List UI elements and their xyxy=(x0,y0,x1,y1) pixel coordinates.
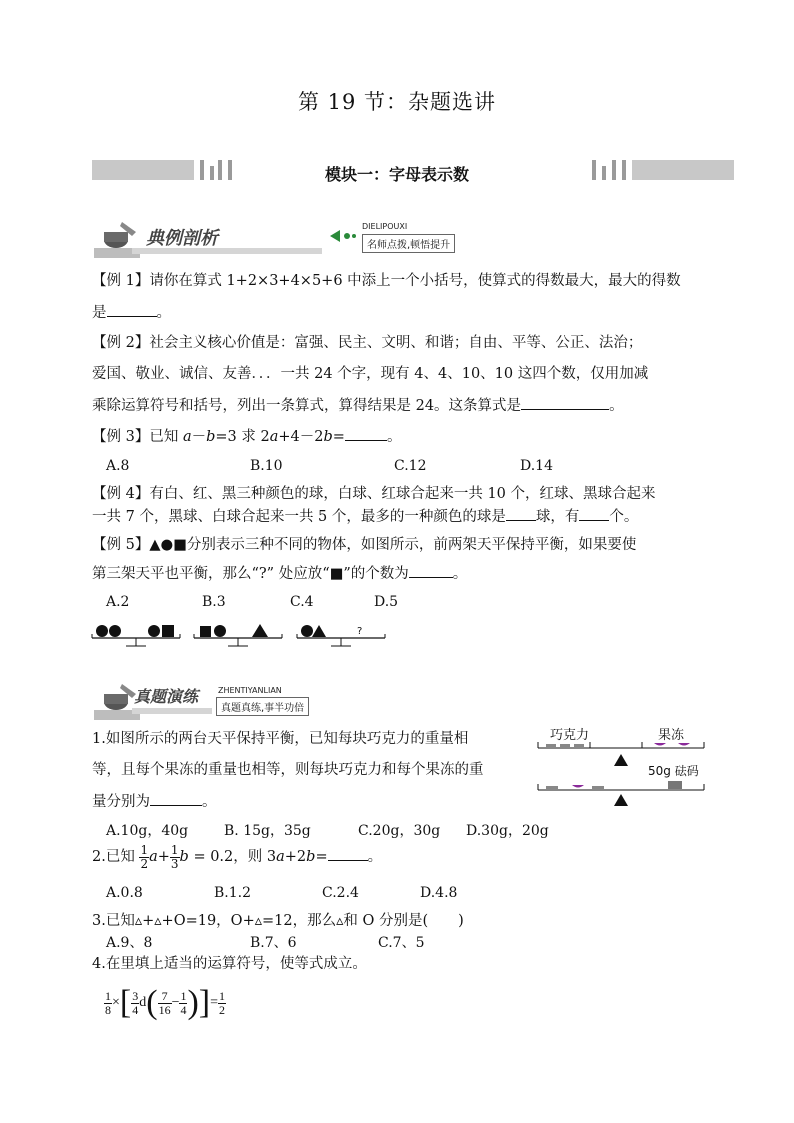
p3-option-b: B.7、6 xyxy=(250,935,297,951)
ex3-blank xyxy=(345,426,387,441)
circle-shape xyxy=(214,625,226,637)
p4-line: 4.在里填上适当的运算符号，使等式成立。 xyxy=(92,956,367,972)
p1-line2: 等，且每个果冻的重量也相等，则每块巧克力和每个果冻的重 xyxy=(92,762,484,778)
banner-tag-en: DIELIPOUXI xyxy=(362,222,408,231)
p3-option-c: C.7、5 xyxy=(378,935,425,951)
ex5-option-a: A.2 xyxy=(106,594,130,610)
arrow-left-icon xyxy=(328,228,358,244)
fulcrum-triangle xyxy=(614,794,628,806)
fraction-three-quarters: $\frac{3}{4}$ xyxy=(132,988,139,1017)
fraction-third: $\frac{1}{3}$ xyxy=(170,842,179,871)
left-bracket: [ xyxy=(119,984,132,1021)
ex2-line3: 乘除运算符号和括号，列出一条算式，算得结果是 24。这条算式是 。 xyxy=(92,395,624,416)
ex2-line2: 爱国、敬业、诚信、友善．．．一共 24 个字，现有 4、4、10、10 这四个数，仅用加减 xyxy=(92,366,649,382)
banner-tag-en: ZHENTIYANLIAN xyxy=(218,686,282,695)
label-chocolate: 巧克力 xyxy=(550,728,590,743)
scale-1 xyxy=(92,625,180,646)
square-shape xyxy=(200,626,211,637)
label-weight: 50g 砝码 xyxy=(648,764,699,778)
ex4-blank-count xyxy=(579,506,609,521)
balances-drawing xyxy=(536,724,706,808)
circle-shape xyxy=(301,625,313,637)
banner-title: 真题演练 xyxy=(134,687,199,706)
module-title: 模块一：字母表示数 xyxy=(324,165,469,184)
p2-option-c: C.2.4 xyxy=(322,885,359,901)
ex3-option-d: D.14 xyxy=(520,458,553,474)
fraction-eighth: $\frac{1}{8}$ xyxy=(105,988,111,1017)
ex3-option-a: A.8 xyxy=(106,458,130,474)
page-title: 第 19 节：杂题选讲 xyxy=(297,90,497,114)
square-shape xyxy=(162,625,174,637)
ex2-blank xyxy=(521,395,609,410)
choc-jelly-balances xyxy=(536,724,706,808)
section-banner-practice xyxy=(92,682,332,722)
ex1-line1: 【例 1】请你在算式 1+2×3+4×5+6 中添上一个小括号，使算式的得数最大，最大的得数 xyxy=(92,273,681,289)
ex5-line1: 【例 5】▲●■分别表示三种不同的物体，如图所示，前两架天平保持平衡，如果要使 xyxy=(92,537,637,553)
fraction-quarter: $\frac{1}{4}$ xyxy=(180,988,187,1017)
fraction-half: $\frac{1}{2}$ xyxy=(140,842,149,871)
ex3-option-b: B.10 xyxy=(250,458,283,474)
p2-blank xyxy=(328,846,368,861)
banner-tag-cn: 名师点拨,顿悟提升 xyxy=(362,234,455,253)
ex5-blank xyxy=(409,563,453,578)
p3-option-a: A.9、8 xyxy=(106,935,153,951)
banner-title: 典例剖析 xyxy=(146,228,218,249)
right-paren: ) xyxy=(187,984,199,1021)
ex5-option-c: C.4 xyxy=(290,594,314,610)
module-bar-right xyxy=(632,160,734,180)
scale-3 xyxy=(297,625,385,646)
ex2-line1: 【例 2】社会主义核心价值是：富强、民主、文明、和谐；自由、平等、公正、法治； xyxy=(92,335,643,351)
p1-blank xyxy=(150,791,202,806)
p1-line1: 1.如图所示的两台天平保持平衡，已知每块巧克力的重量相 xyxy=(92,731,469,747)
banner-tag-cn: 真题真练,事半功倍 xyxy=(216,697,309,716)
p2-option-b: B.1.2 xyxy=(214,885,252,901)
p4-equation: $\frac{1}{8}$ ×[ $\frac{3}{4}$ d( $\frac{7}{16}$ − $\frac{1}{4}$ )]= $\frac{1}{2}$ xyxy=(105,984,226,1021)
fraction-half-result: $\frac{1}{2}$ xyxy=(219,988,226,1017)
circle-shape xyxy=(109,625,121,637)
balance-scales-figure xyxy=(90,620,390,660)
ex4-line2: 一共 7 个，黑球、白球合起来一共 5 个，最多的一种颜色的球是 球，有 个。 xyxy=(92,506,638,527)
fulcrum-triangle xyxy=(614,754,628,766)
label-jelly: 果冻 xyxy=(658,728,685,743)
scale-2 xyxy=(194,624,282,646)
triangle-shape xyxy=(312,625,326,637)
ex4-blank-color xyxy=(506,506,536,521)
ex4-line1: 【例 4】有白、红、黑三种颜色的球，白球、红球合起来一共 10 个，红球、黑球合起来 xyxy=(92,486,656,502)
p1-option-a: A.10g，40g xyxy=(106,823,189,839)
question-mark: ? xyxy=(357,626,363,637)
p1-option-b: B. 15g，35g xyxy=(224,823,311,839)
ex3-option-c: C.12 xyxy=(394,458,427,474)
operator-box[interactable]: d xyxy=(139,995,147,1010)
ex5-line2: 第三架天平也平衡，那么“?” 处应放“■”的个数为 。 xyxy=(92,563,467,584)
ex3-line: 【例 3】已知 a－b=3 求 2a+4－2b= 。 xyxy=(92,426,401,447)
circle-shape xyxy=(96,625,108,637)
banner-underline xyxy=(132,708,212,714)
p1-option-d: D.30g，20g xyxy=(466,823,549,839)
ex1-line2: 是 。 xyxy=(92,302,171,323)
fraction-seven-sixteenths: $\frac{7}{16}$ xyxy=(158,988,171,1017)
ex5-option-b: B.3 xyxy=(202,594,226,610)
ex1-blank xyxy=(107,302,157,317)
p1-line3: 量分别为 。 xyxy=(92,791,217,812)
triangle-shape xyxy=(252,624,268,637)
right-bracket: ] xyxy=(198,984,211,1021)
p1-option-c: C.20g，30g xyxy=(358,823,441,839)
p3-line: 3.已知▵+▵+O=19，O+▵=12，那么▵和 O 分别是( ) xyxy=(92,913,464,929)
p2-option-d: D.4.8 xyxy=(420,885,458,901)
ex5-option-d: D.5 xyxy=(374,594,399,610)
section-banner-example xyxy=(92,218,492,260)
left-paren: ( xyxy=(146,984,158,1021)
p2-option-a: A.0.8 xyxy=(106,885,143,901)
p2-line: 2.已知 $\frac{1}{2}$ a+ $\frac{1}{3}$ b = 0.2，则 3a+2b= 。 xyxy=(92,842,383,871)
circle-shape xyxy=(148,625,160,637)
